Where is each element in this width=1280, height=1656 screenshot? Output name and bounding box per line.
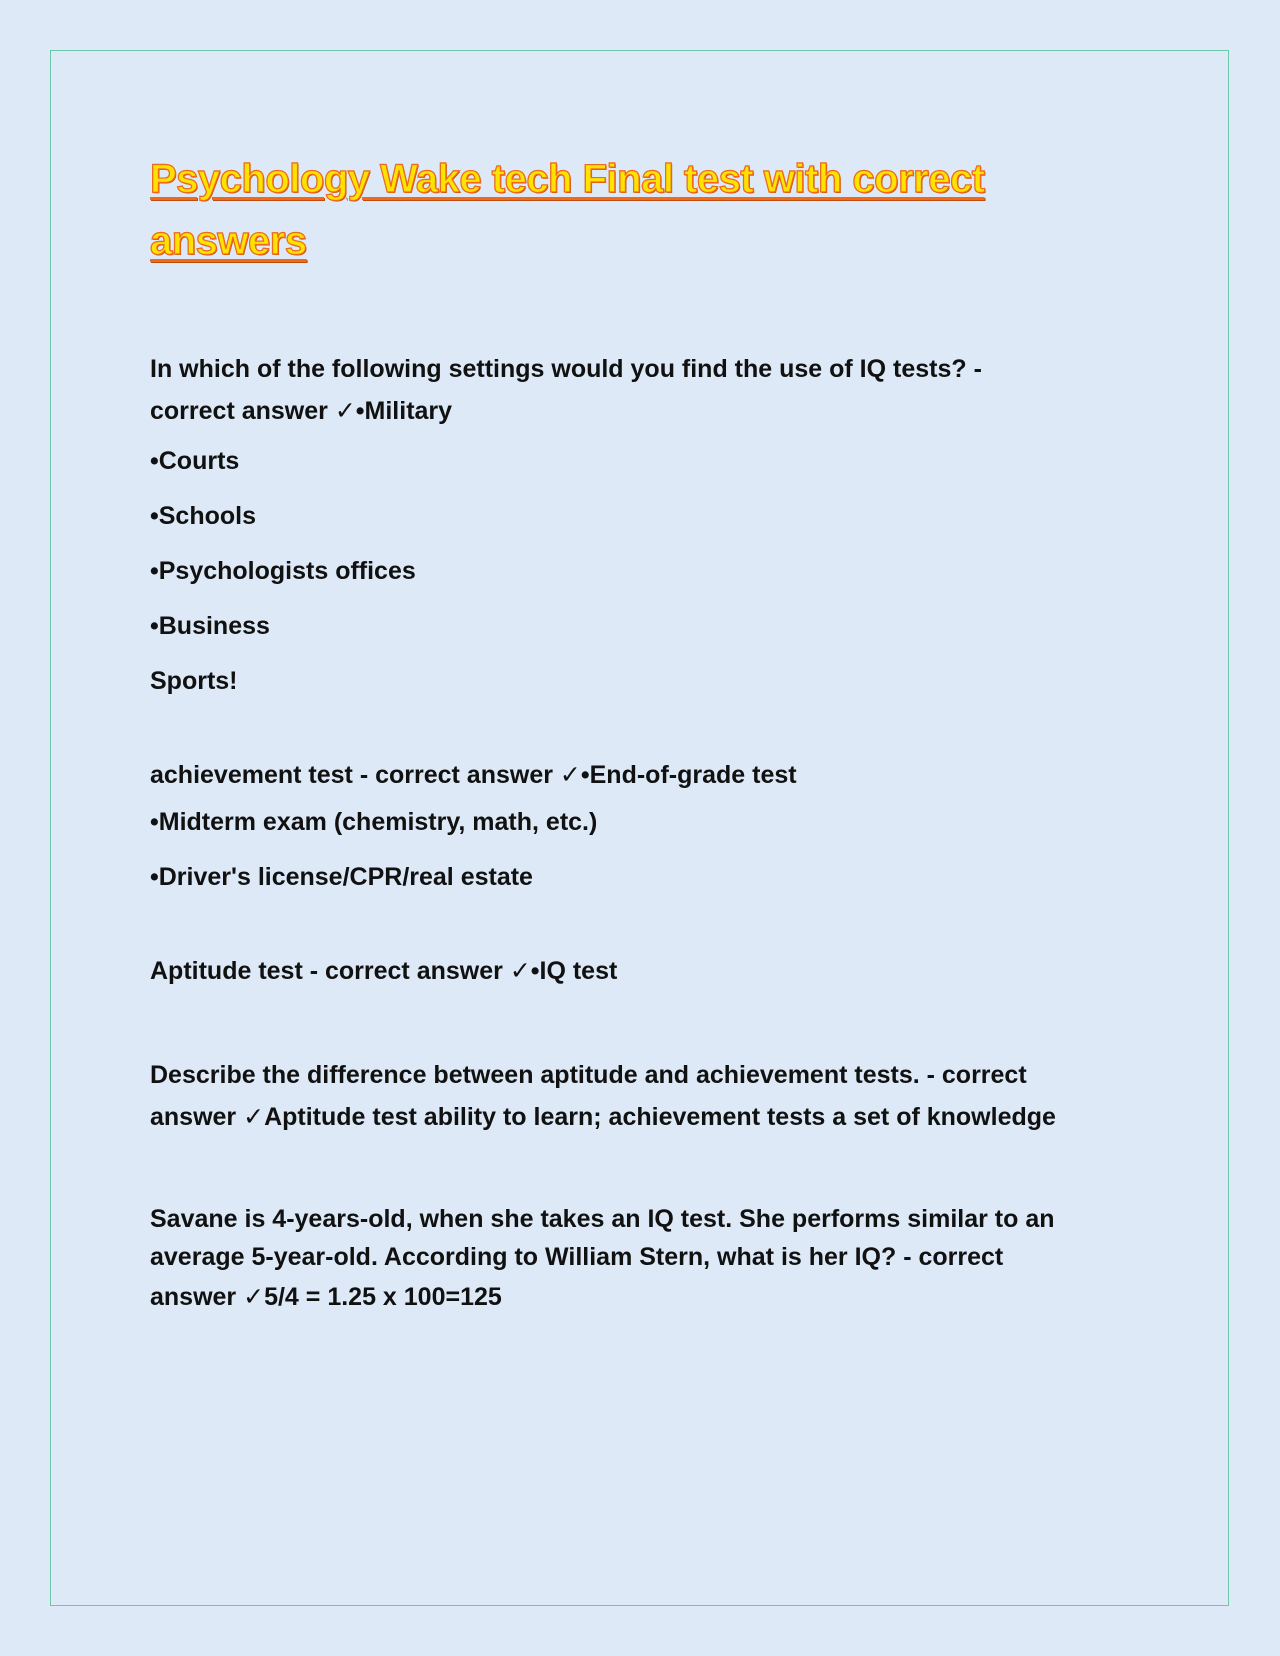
spacer (150, 1138, 1150, 1200)
question-answer-line (150, 950, 1150, 992)
answer-line (150, 1096, 1150, 1138)
document-title: Psychology Wake tech Final test with correct answers (150, 157, 985, 263)
checkmark-icon: ✓ (559, 761, 581, 789)
answer-label: answer (150, 1283, 237, 1311)
question-text: Describe the difference between aptitude and achievement tests. - correct (150, 1061, 1027, 1089)
spacer (150, 906, 1150, 950)
checkmark-icon: ✓ (243, 1283, 265, 1311)
answer-list-item: •Driver's license/CPR/real estate (150, 863, 533, 891)
question-text: Savane is 4-years-old, when she takes an IQ test. She performs similar to an (150, 1205, 1055, 1233)
spacer (150, 710, 1150, 754)
answer-list-item: •Midterm exam (chemistry, math, etc.) (150, 808, 598, 836)
answer-list-item: Sports! (150, 667, 238, 695)
question-text: achievement test - correct answer (150, 761, 553, 789)
question-text: Aptitude test - correct answer (150, 957, 503, 985)
answer-label: correct answer (150, 397, 328, 425)
qa-block-achievement-test (150, 754, 1150, 906)
document-body (150, 348, 1150, 1318)
question-text: average 5-year-old. According to William Stern, what is her IQ? - correct (150, 1243, 1004, 1271)
answer-text: 5/4 = 1.25 x 100=125 (264, 1283, 502, 1311)
checkmark-icon: ✓ (509, 957, 531, 985)
answer-list-item: •Psychologists offices (150, 557, 416, 585)
answer-line (150, 1276, 1150, 1318)
checkmark-icon: ✓ (334, 397, 356, 425)
answer-line (150, 390, 1150, 432)
qa-block-aptitude-test (150, 950, 1150, 992)
qa-block-iq-calculation (150, 1200, 1150, 1318)
spacer (150, 992, 1150, 1054)
answer-text: •End-of-grade test (580, 761, 797, 789)
answer-text: Aptitude test ability to learn; achievement tests a set of knowledge (264, 1103, 1056, 1131)
qa-block-iq-settings (150, 348, 1150, 710)
answer-text: •Military (355, 397, 453, 425)
qa-block-aptitude-vs-achievement (150, 1054, 1150, 1138)
answer-text: •IQ test (530, 957, 618, 985)
answer-list-item: •Courts (150, 447, 240, 475)
question-text: In which of the following settings would you find the use of IQ tests? - (150, 355, 982, 383)
answer-list-item: •Schools (150, 502, 256, 530)
question-answer-line (150, 754, 1150, 796)
answer-list-item: •Business (150, 612, 270, 640)
checkmark-icon: ✓ (243, 1103, 265, 1131)
answer-label: answer (150, 1103, 237, 1131)
